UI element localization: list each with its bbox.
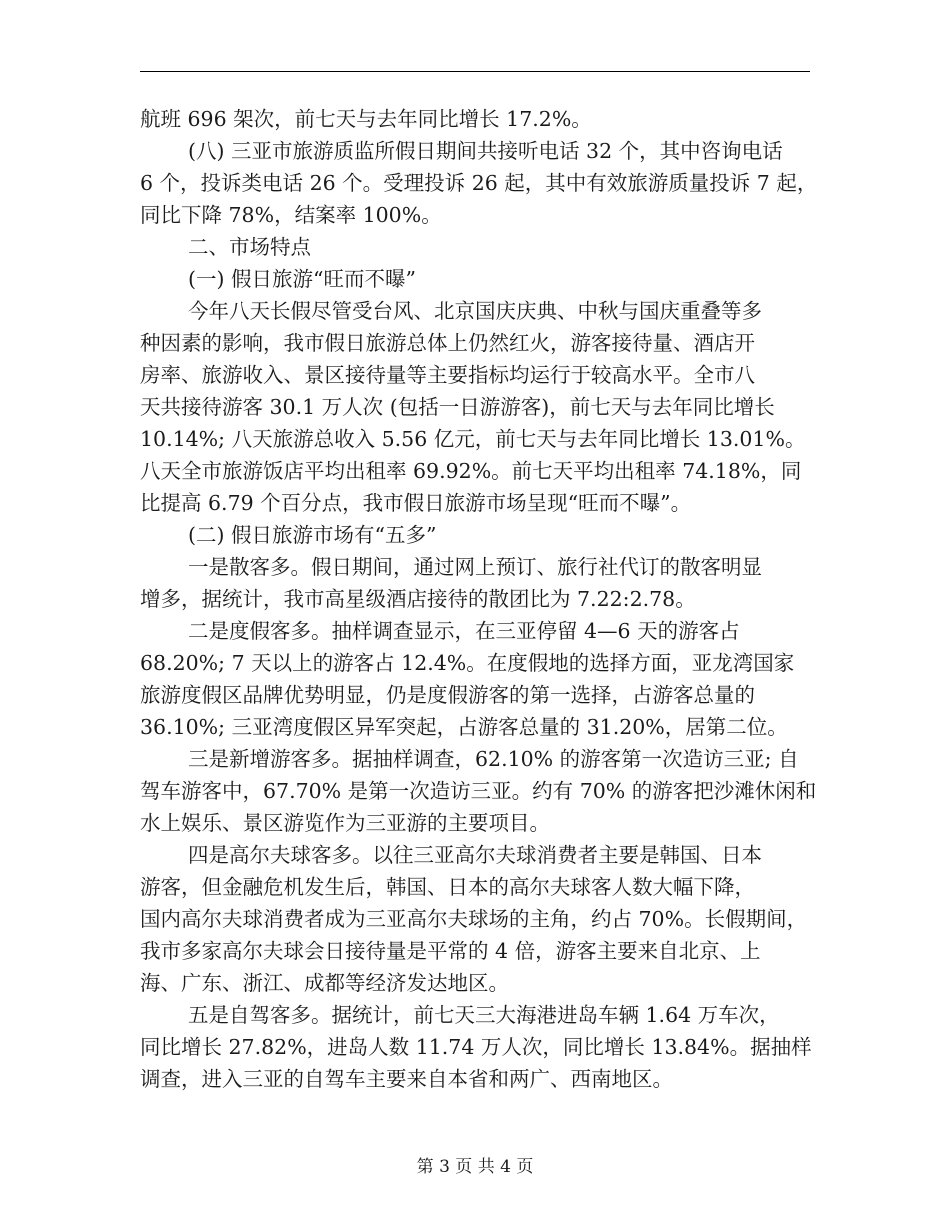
body-text xyxy=(140,103,818,1095)
text-line: 6 个，投诉类电话 26 个。受理投诉 26 起，其中有效旅游质量投诉 7 起， xyxy=(140,171,818,195)
section-heading: 二、市场特点 xyxy=(188,235,311,259)
text-line: 种因素的影响，我市假日旅游总体上仍然红火，游客接待量、酒店开 xyxy=(140,331,755,355)
text-line: 比提高 6.79 个百分点，我市假日旅游市场呈现“旺而不曝”。 xyxy=(140,491,692,515)
text-line: 36.10%; 三亚湾度假区异军突起，占游客总量的 31.20%，居第二位。 xyxy=(140,715,788,739)
text-line: 旅游度假区品牌优势明显，仍是度假游客的第一选择，占游客总量的 xyxy=(140,683,755,707)
text-line: 驾车游客中，67.70% 是第一次造访三亚。约有 70% 的游客把沙滩休闲和 xyxy=(140,779,817,803)
text-line: 增多，据统计，我市高星级酒店接待的散团比为 7.22:2.78。 xyxy=(140,587,696,611)
text-line: 五是自驾客多。据统计，前七天三大海港进岛车辆 1.64 万车次， xyxy=(188,1003,780,1027)
text-line: 海、广东、浙江、成都等经济发达地区。 xyxy=(140,971,509,995)
text-line: 10.14%; 八天旅游总收入 5.56 亿元，前七天与去年同比增长 13.01%。 xyxy=(140,427,806,451)
text-line: 天共接待游客 30.1 万人次 (包括一日游游客)，前七天与去年同比增长 xyxy=(140,395,775,419)
text-line: 水上娱乐、景区游览作为三亚游的主要项目。 xyxy=(140,811,550,835)
text-line: 同比下降 78%，结案率 100%。 xyxy=(140,203,442,227)
text-line: 今年八天长假尽管受台风、北京国庆庆典、中秋与国庆重叠等多 xyxy=(188,299,762,323)
text-line: 国内高尔夫球消费者成为三亚高尔夫球场的主角，约占 70%。长假期间， xyxy=(140,907,808,931)
text-line: 68.20%; 7 天以上的游客占 12.4%。在度假地的选择方面，亚龙湾国家 xyxy=(140,651,795,675)
page-footer: 第 3 页 共 4 页 xyxy=(416,1157,534,1177)
header-rule xyxy=(140,71,810,72)
text-line: 同比增长 27.82%，进岛人数 11.74 万人次，同比增长 13.84%。据抽样 xyxy=(140,1035,812,1059)
text-line: 房率、旅游收入、景区接待量等主要指标均运行于较高水平。全市八 xyxy=(140,363,755,387)
text-line: 调查，进入三亚的自驾车主要来自本省和两广、西南地区。 xyxy=(140,1067,673,1091)
subsection-heading: (一) 假日旅游“旺而不曝” xyxy=(188,267,416,291)
text-line: 游客，但金融危机发生后，韩国、日本的高尔夫球客人数大幅下降， xyxy=(140,875,755,899)
text-line: 四是高尔夫球客多。以往三亚高尔夫球消费者主要是韩国、日本 xyxy=(188,843,762,867)
text-line: (八) 三亚市旅游质监所假日期间共接听电话 32 个，其中咨询电话 xyxy=(188,139,783,163)
text-line: 我市多家高尔夫球会日接待量是平常的 4 倍，游客主要来自北京、上 xyxy=(140,939,761,963)
text-line: 一是散客多。假日期间，通过网上预订、旅行社代订的散客明显 xyxy=(188,555,762,579)
text-line: 航班 696 架次，前七天与去年同比增长 17.2%。 xyxy=(140,107,592,131)
text-line: 三是新增游客多。据抽样调查，62.10% 的游客第一次造访三亚; 自 xyxy=(188,747,799,771)
subsection-heading: (二) 假日旅游市场有“五多” xyxy=(188,523,437,547)
text-line: 八天全市旅游饭店平均出租率 69.92%。前七天平均出租率 74.18%，同 xyxy=(140,459,802,483)
text-line: 二是度假客多。抽样调查显示，在三亚停留 4—6 天的游客占 xyxy=(188,619,740,643)
